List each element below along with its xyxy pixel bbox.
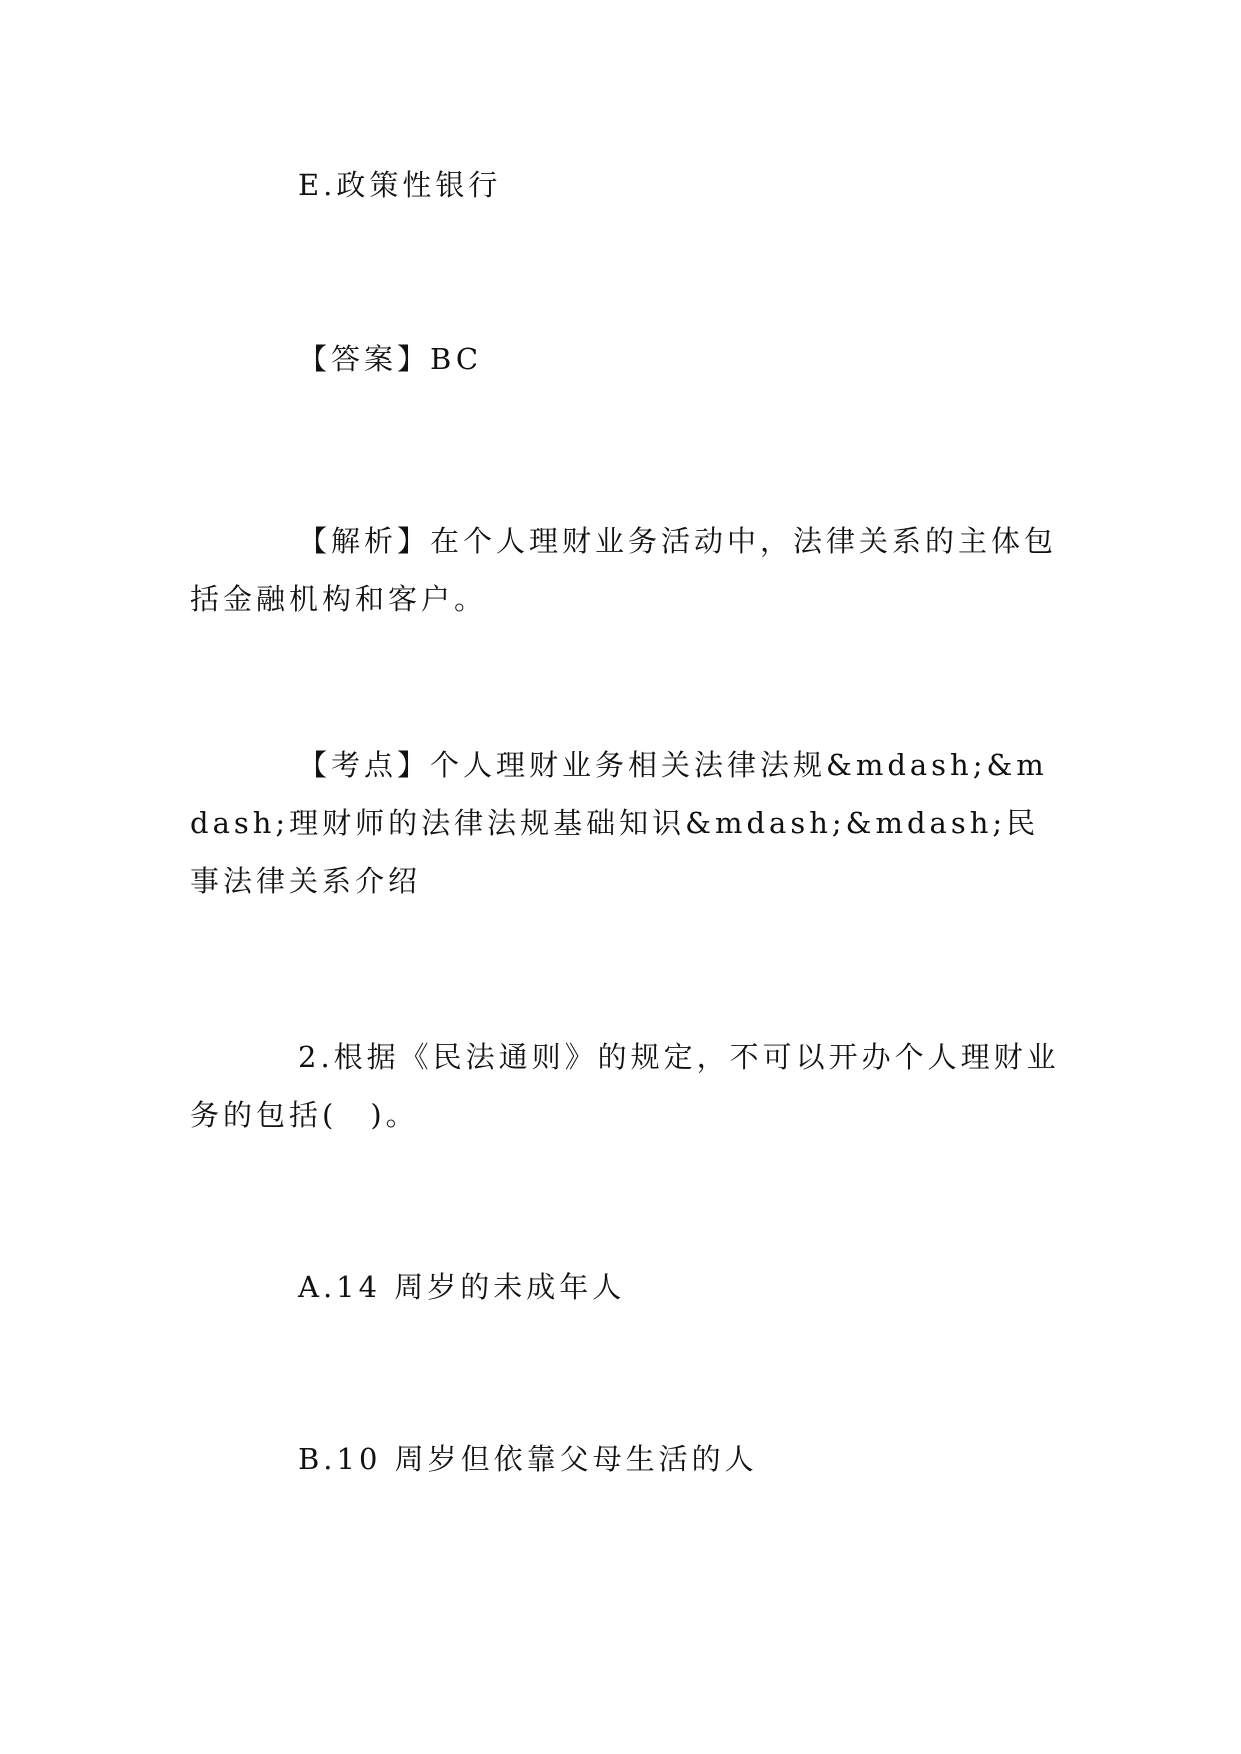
option-a-text: A.14 周岁的未成年人 xyxy=(298,1270,626,1304)
analysis-text: 【解析】在个人理财业务活动中，法律关系的主体包括金融机构和客户。 xyxy=(190,524,1058,616)
answer-text: 【答案】BC xyxy=(298,342,483,376)
exam-point-text: 【考点】个人理财业务相关法律法规&mdash;&mdash;理财师的法律法规基础知识&mdash;&mdash;民事法律关系介绍 xyxy=(190,748,1048,898)
option-e-text: E.政策性银行 xyxy=(298,168,502,202)
option-b-text: B.10 周岁但依靠父母生活的人 xyxy=(298,1442,758,1476)
question-2-text: 2.根据《民法通则》的规定，不可以开办个人理财业务的包括( )。 xyxy=(190,1040,1060,1132)
